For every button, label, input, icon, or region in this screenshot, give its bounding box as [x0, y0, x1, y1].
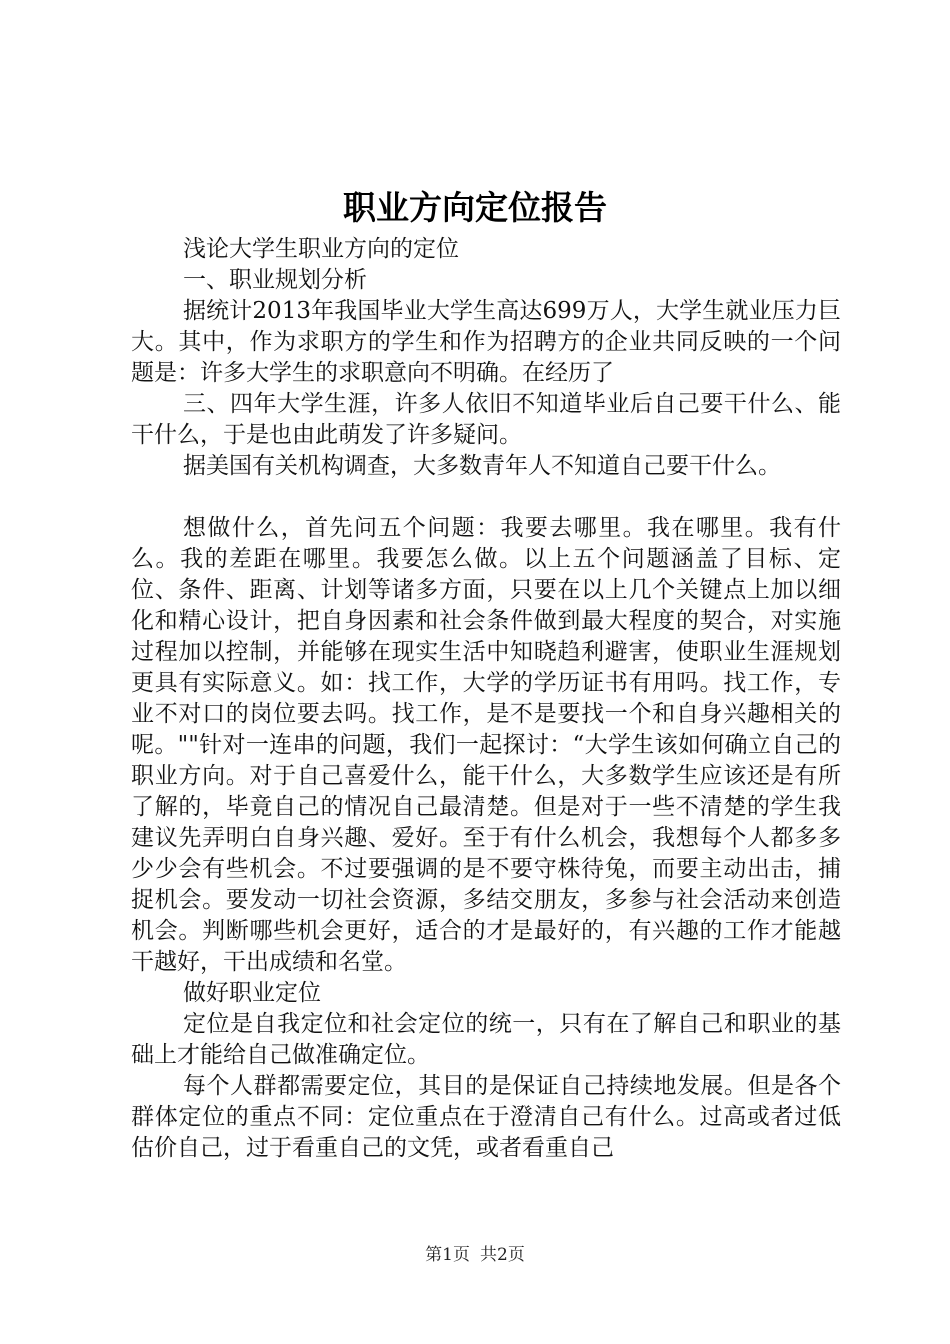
document-title: 职业方向定位报告 [343, 188, 607, 227]
page-total: 共2页 [480, 1245, 525, 1265]
paragraph-section-heading: 一、职业规划分析 [183, 267, 367, 293]
paragraph-gap [131, 482, 841, 513]
page-number: 第1页 [425, 1245, 470, 1265]
paragraph-statistics: 据统计2013年我国毕业大学生高达699万人，大学生就业压力巨大。其中，作为求职方的学生和作为招聘方的企业共同反映的一个问题是：许多大学生的求职意向不明确。在经历了 [131, 298, 841, 386]
paragraph-five-questions: 想做什么，首先问五个问题：我要去哪里。我在哪里。我有什么。我的差距在哪里。我要怎么做。以上五个问题涵盖了目标、定位、条件、距离、计划等诸多方面，只要在以上几个关键点上加以细化和精心设计，把自身因素和社会条件做到最大程度的契合，对实施过程加以控制，并能够在现实生活中知晓趋利避害，使职业生涯规划更具有实际意义。如：找工作，大学的学历证书有用吗。找工作，专业不对口的岗位要去吗。找工作，是不是要找一个和自身兴趣相关的呢。""针对一连串的问题，我们一起探讨：“大学生该如何确立自己的职业方向。对于自己喜爱什么，能干什么，大多数学生应该还是有所了解的，毕竟自己的情况自己最清楚。但是对于一些不清楚的学生我建议先弄明白自身兴趣、爱好。至于有什么机会，我想每个人都多多少少会有些机会。不过要强调的是不要守株待兔，而要主动出击，捕捉机会。要发动一切社会资源，多结交朋友，多参与社会活动来创造机会。判断哪些机会更好，适合的才是最好的，有兴趣的工作才能越干越好，干出成绩和名堂。 [131, 515, 841, 975]
document-body [131, 234, 841, 1164]
paragraph-subtitle: 浅论大学生职业方向的定位 [183, 236, 459, 262]
page-footer [0, 1240, 950, 1270]
paragraph-career-positioning-heading: 做好职业定位 [183, 980, 321, 1006]
paragraph-group-positioning: 每个人群都需要定位，其目的是保证自己持续地发展。但是各个群体定位的重点不同：定位重点在于澄清自己有什么。过高或者过低估价自己，过于看重自己的文凭，或者看重自己 [131, 1073, 841, 1161]
paragraph-positioning-definition: 定位是自我定位和社会定位的统一，只有在了解自己和职业的基础上才能给自己做准确定位。 [131, 1011, 841, 1068]
paragraph-university-years: 三、四年大学生涯，许多人依旧不知道毕业后自己要干什么、能干什么，于是也由此萌发了许多疑问。 [131, 391, 841, 448]
paragraph-survey: 据美国有关机构调查，大多数青年人不知道自己要干什么。 [183, 453, 781, 479]
